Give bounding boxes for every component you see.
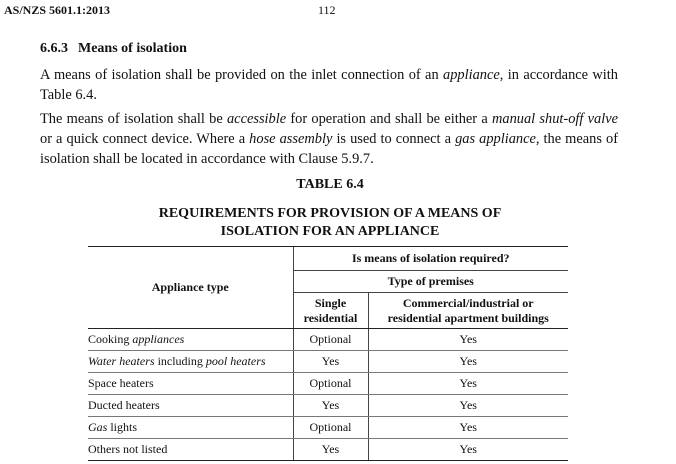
type-term: appliances bbox=[132, 332, 185, 346]
col-header-commercial-line-2: residential apartment buildings bbox=[387, 310, 549, 325]
col-header-single-line-2: residential bbox=[303, 310, 358, 325]
p1-term-appliance: appliance bbox=[443, 67, 500, 83]
table-row bbox=[88, 395, 568, 417]
single-residential-cell: Optional bbox=[293, 329, 368, 351]
p2-text-a: The means of isolation shall be bbox=[40, 111, 227, 127]
appliance-type-cell: Space heaters bbox=[88, 373, 293, 395]
table-row bbox=[88, 329, 568, 351]
appliance-type-cell bbox=[88, 329, 293, 351]
p2-text-e: or a quick connect device. Where a bbox=[40, 131, 250, 147]
section-heading bbox=[40, 41, 187, 57]
table-number: TABLE 6.4 bbox=[296, 177, 364, 192]
paragraph-2 bbox=[40, 109, 618, 169]
col-header-type-of-premises: Type of premises bbox=[293, 271, 568, 293]
col-header-single-residential bbox=[293, 293, 368, 329]
section-number: 6.6.3 bbox=[40, 41, 68, 56]
isolation-requirements-table bbox=[88, 246, 568, 461]
table-row bbox=[88, 351, 568, 373]
col-header-appliance-type: Appliance type bbox=[88, 247, 293, 329]
table-title-line-1: REQUIREMENTS FOR PROVISION OF A MEANS OF bbox=[158, 206, 502, 221]
p2-text-g: is used to connect a bbox=[332, 131, 456, 147]
commercial-cell: Yes bbox=[368, 395, 568, 417]
appliance-type-cell: Ducted heaters bbox=[88, 395, 293, 417]
standard-reference: AS/NZS 5601.1:2013 bbox=[4, 3, 111, 17]
commercial-cell: Yes bbox=[368, 373, 568, 395]
commercial-cell: Yes bbox=[368, 329, 568, 351]
table-row bbox=[88, 373, 568, 395]
p2-term-hose-assembly: hose assembly bbox=[249, 131, 333, 147]
paragraph-1 bbox=[40, 65, 618, 105]
table-title bbox=[100, 205, 560, 241]
appliance-type-cell bbox=[88, 417, 293, 439]
type-text: Cooking bbox=[88, 332, 133, 346]
commercial-cell: Yes bbox=[368, 439, 568, 461]
p2-term-manual-shutoff: manual shut-off valve bbox=[491, 111, 618, 127]
single-residential-cell: Yes bbox=[293, 395, 368, 417]
page-number: 112 bbox=[318, 3, 336, 17]
type-term: Water heaters bbox=[88, 354, 155, 368]
p2-term-accessible: accessible bbox=[226, 111, 287, 127]
appliance-type-cell bbox=[88, 351, 293, 373]
p1-text-c: , in accordance with Table 6.4. bbox=[40, 67, 618, 103]
type-text: lights bbox=[107, 420, 138, 434]
single-residential-cell: Optional bbox=[293, 417, 368, 439]
p2-text-i: , the means of isolation shall be located in accordance with Clause 5.9.7. bbox=[40, 131, 618, 167]
single-residential-cell: Yes bbox=[293, 439, 368, 461]
section-title: Means of isolation bbox=[78, 41, 187, 56]
table-row bbox=[88, 439, 568, 461]
appliance-type-cell: Others not listed bbox=[88, 439, 293, 461]
type-term-2: pool heaters bbox=[205, 354, 266, 368]
p2-term-gas-appliance: gas appliance bbox=[455, 131, 536, 147]
commercial-cell: Yes bbox=[368, 417, 568, 439]
single-residential-cell: Yes bbox=[293, 351, 368, 373]
single-residential-cell: Optional bbox=[293, 373, 368, 395]
table-row bbox=[88, 417, 568, 439]
p2-text-c: for operation and shall be either a bbox=[286, 111, 492, 127]
type-term: Gas bbox=[88, 420, 108, 434]
col-header-isolation-required: Is means of isolation required? bbox=[293, 247, 568, 271]
col-header-commercial-line-1: Commercial/industrial or bbox=[402, 295, 534, 310]
col-header-single-line-1: Single bbox=[314, 295, 347, 310]
table-title-line-2: ISOLATION FOR AN APPLIANCE bbox=[220, 224, 440, 239]
type-text: including bbox=[154, 354, 206, 368]
p1-text-a: A means of isolation shall be provided on the inlet connection of an bbox=[40, 67, 444, 83]
commercial-cell: Yes bbox=[368, 351, 568, 373]
col-header-commercial bbox=[368, 293, 568, 329]
